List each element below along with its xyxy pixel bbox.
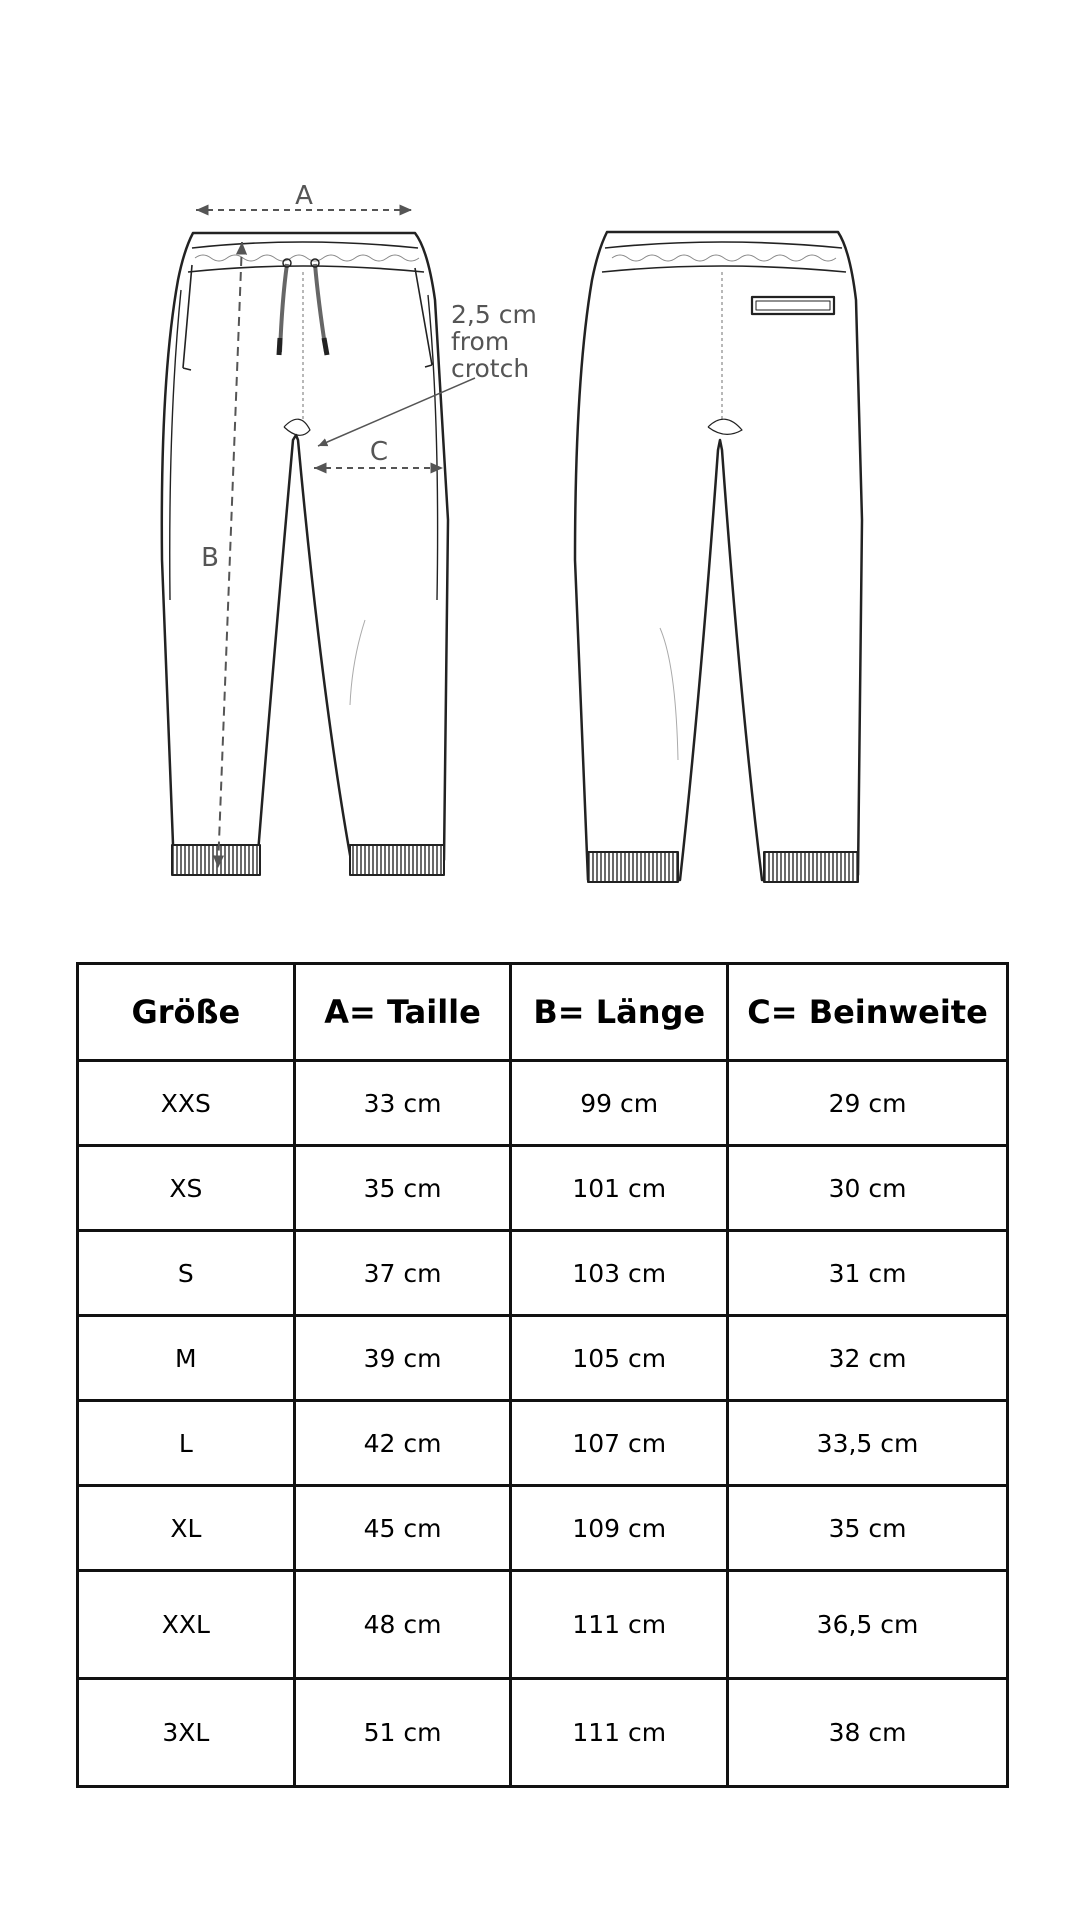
front-cuff-right (350, 845, 444, 875)
note-line-3: crotch (451, 354, 530, 383)
cell-leg-width: 36,5 cm (728, 1571, 1008, 1679)
dimension-a (196, 181, 412, 211)
table-row (78, 1231, 1008, 1316)
cell-size: XS (78, 1146, 295, 1231)
note-line-2: from (451, 327, 510, 356)
cell-waist: 42 cm (294, 1401, 511, 1486)
table-row (78, 1316, 1008, 1401)
cell-leg-width: 38 cm (728, 1679, 1008, 1787)
table-row (78, 1401, 1008, 1486)
back-cuff-left (588, 852, 678, 882)
back-waistband (602, 242, 846, 272)
cell-size: XXL (78, 1571, 295, 1679)
cell-size: M (78, 1316, 295, 1401)
cell-waist: 48 cm (294, 1571, 511, 1679)
cell-length: 107 cm (511, 1401, 728, 1486)
cell-leg-width: 31 cm (728, 1231, 1008, 1316)
note-line-1: 2,5 cm (451, 300, 537, 329)
dimension-b (196, 242, 242, 868)
cell-waist: 33 cm (294, 1061, 511, 1146)
label-b: B (201, 543, 219, 573)
cell-waist: 51 cm (294, 1679, 511, 1787)
cell-length: 101 cm (511, 1146, 728, 1231)
cell-leg-width: 33,5 cm (728, 1401, 1008, 1486)
back-cuff-right (764, 852, 858, 882)
size-chart-table (76, 962, 1009, 1788)
cell-leg-width: 30 cm (728, 1146, 1008, 1231)
cell-size: XXS (78, 1061, 295, 1146)
table-row (78, 1146, 1008, 1231)
cell-waist: 35 cm (294, 1146, 511, 1231)
cell-leg-width: 32 cm (728, 1316, 1008, 1401)
cell-length: 103 cm (511, 1231, 728, 1316)
dimension-c (314, 437, 443, 468)
cell-waist: 39 cm (294, 1316, 511, 1401)
label-a: A (295, 181, 313, 211)
cell-size: S (78, 1231, 295, 1316)
cell-waist: 37 cm (294, 1231, 511, 1316)
cell-length: 99 cm (511, 1061, 728, 1146)
table-row (78, 1571, 1008, 1679)
front-cuff-left (172, 845, 260, 875)
cell-size: 3XL (78, 1679, 295, 1787)
table-row (78, 1486, 1008, 1571)
cell-waist: 45 cm (294, 1486, 511, 1571)
cell-length: 111 cm (511, 1679, 728, 1787)
cell-length: 111 cm (511, 1571, 728, 1679)
pants-diagram (0, 0, 1080, 920)
pants-back-drawing (575, 232, 862, 882)
crotch-note (318, 300, 537, 446)
front-pocket-left (183, 265, 192, 370)
header-length: B= Länge (511, 964, 728, 1061)
back-pocket (752, 297, 834, 314)
cell-length: 105 cm (511, 1316, 728, 1401)
cell-size: L (78, 1401, 295, 1486)
table-row (78, 1061, 1008, 1146)
label-c: C (369, 437, 389, 467)
cell-length: 109 cm (511, 1486, 728, 1571)
header-waist: A= Taille (294, 964, 511, 1061)
cell-size: XL (78, 1486, 295, 1571)
header-size: Größe (78, 964, 295, 1061)
table-row (78, 1679, 1008, 1787)
back-outline (575, 232, 862, 880)
table-header-row (78, 964, 1008, 1061)
header-leg-width: C= Beinweite (728, 964, 1008, 1061)
cell-leg-width: 35 cm (728, 1486, 1008, 1571)
cell-leg-width: 29 cm (728, 1061, 1008, 1146)
